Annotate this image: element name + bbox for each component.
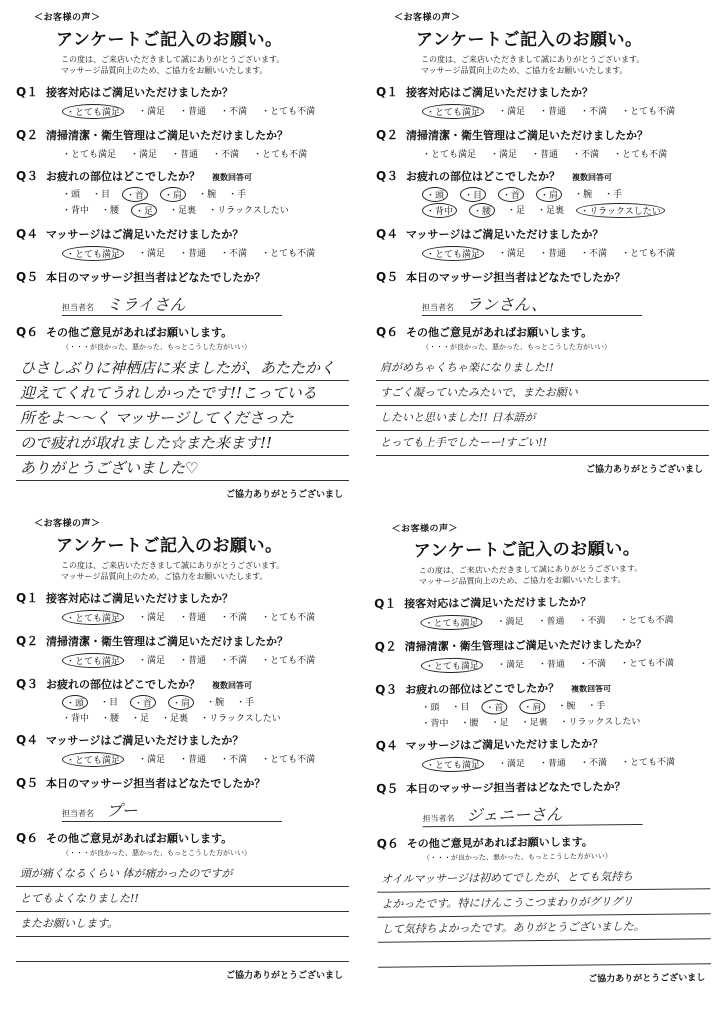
question-5: Q５ 本日のマッサージ担当者はどなたでしたか？ [16,776,266,790]
staff-name-field: 担当者名 ジェニーさん [422,802,642,827]
q3-body-parts-row2: ・背中 ・腰 ・足 ・足裏 ・リラックスしたい [422,203,709,218]
q3-body-parts-row2: ・背中 ・腰 ・足 ・足裏 ・リラックスしたい [421,716,641,730]
comment-line: とっても上手でしたーー!すごい!! [376,431,709,456]
card-title: アンケートご記入のお願い。 [416,30,643,50]
q6-subnote: （・・・が良かった、悪かった、もっとこうした方がいい） [62,343,251,351]
question-3: Q３ お疲れの部位はどこでしたか？ 複数回答可 [375,681,612,697]
question-1: Q１ 接客対応はご満足いただけましたか？ [16,85,233,99]
q4-options: ・とても満足 ・満足 ・普通 ・不満 ・とても不満 [422,754,709,772]
comment-line: 所をよ〜〜く マッサージしてくださった [16,406,349,431]
question-3: Q３ お疲れの部位はどこでしたか？ 複数回答可 [16,169,252,183]
question-2: Q２ 清掃清潔・衛生管理はご満足いただけましたか？ [376,128,648,142]
question-1: Q１ 接客対応はご満足いただけましたか？ [16,591,233,605]
q6-subnote: （・・・が良かった、悪かった、もっとこうした方がいい） [62,849,251,857]
footer-thanks: ご協力ありがとうございまし [585,465,703,475]
q1-options: ・とても満足 ・満足 ・普通 ・不満 ・とても不満 [422,104,709,119]
q3-body-parts-row2: ・背中 ・腰 ・足 ・足裏 ・リラックスしたい [62,203,349,218]
intro-text: この度は、ご来店いただきまして誠にありがとうございます。 マッサージ品質向上のため、ご協力をお願いいたします。 [421,55,645,75]
comment-area [16,862,349,962]
question-5: Q５ 本日のマッサージ担当者はどなたでしたか？ [376,270,626,284]
option-very-satisfied: ・とても満足 [62,104,124,119]
survey-card-3 [10,516,355,1016]
question-4: Q４ マッサージはご満足いただけましたか？ [16,733,244,747]
q6-subnote: （・・・が良かった、悪かった、もっとこうした方がいい） [422,852,612,863]
comment-line [378,939,711,967]
survey-card-2 [370,10,715,510]
question-4: Q４ マッサージはご満足いただけましたか？ [376,227,604,241]
comment-line: よかったです。特にけんこうこつまわりがグリグリ [377,889,710,917]
comment-line: とてもよくなりました!! [16,887,349,912]
comment-area [376,356,709,456]
header-tag: ＜お客様の声＞ [34,519,101,529]
survey-card-1 [10,10,355,510]
q3-body-parts: ・頭 ・目 ・首 ・肩 ・腕 ・手 [62,695,349,710]
comment-line: ので疲れが取れました☆また来ます!! [16,431,349,456]
q3-body-parts: ・頭 ・目 ・首 ・肩 ・腕 ・手 [62,187,349,202]
q6-subnote: （・・・が良かった、悪かった、もっとこうした方がいい） [422,343,611,351]
comment-line: 肩がめちゃくちゃ楽になりました!! [376,356,709,381]
staff-name: ミライさん [106,295,186,314]
q1-options: ・とても満足 ・満足 ・普通 ・不満 ・とても不満 [62,104,349,119]
staff-name: ランさん、 [466,295,547,314]
comment-line: すごく凝っていたみたいで、またお願い [376,381,709,406]
survey-card-4 [367,518,717,1022]
staff-name: プー [106,801,138,820]
q1-options: ・とても満足 ・満足 ・普通 ・不満 ・とても不満 [420,612,707,630]
intro-text: この度は、ご来店いただきまして誠にありがとうございます。 マッサージ品質向上のため、ご協力をお願いいたします。 [61,55,285,75]
question-2: Q２ 清掃清潔・衛生管理はご満足いただけましたか？ [374,637,647,654]
staff-name-field: 担当者名 ミライさん [62,293,282,316]
comment-line: 迎えてくれてうれしかったです!!こっている [16,381,349,406]
footer-thanks: ご協力ありがとうございまし [225,490,343,500]
q2-options: ・とても満足 ・満足 ・普通 ・不満 ・とても不満 [422,150,668,160]
question-3: Q３ お疲れの部位はどこでしたか？ 複数回答可 [16,677,252,691]
question-6: Q６ その他ご意見があればお願いします。 [376,835,593,851]
staff-name-field: 担当者名 ランさん、 [422,293,642,316]
question-2: Q２ 清掃清潔・衛生管理はご満足いただけましたか？ [16,634,288,648]
comment-area [377,864,711,967]
question-5: Q５ 本日のマッサージ担当者はどなたでしたか？ [16,270,266,284]
comment-line: ひさしぶりに神栖店に来ましたが、あたたかく [16,356,349,381]
q4-options: ・とても満足 ・満足 ・普通 ・不満 ・とても不満 [62,752,349,767]
q2-options: ・とても満足 ・満足 ・普通 ・不満 ・とても不満 [421,655,708,673]
header-tag: ＜お客様の声＞ [34,13,101,23]
footer-thanks: ご協力ありがとうございまし [588,973,706,985]
header-tag: ＜お客様の声＞ [391,523,459,535]
question-4: Q４ マッサージはご満足いただけましたか？ [16,227,244,241]
question-6: Q６ その他ご意見があればお願いします。 [376,325,593,339]
q2-options: ・とても満足 ・満足 ・普通 ・不満 ・とても不満 [62,653,349,668]
question-3: Q３ お疲れの部位はどこでしたか？ 複数回答可 [376,169,612,183]
card-title: アンケートご記入のお願い。 [56,536,283,556]
question-4: Q４ マッサージはご満足いただけましたか？ [375,737,604,753]
staff-name: ジェニーさん [466,804,563,825]
intro-text: この度は、ご来店いただきまして誠にありがとうございます。 マッサージ品質向上のため、ご協力をお願いいたします。 [418,563,643,587]
staff-name-field: 担当者名 プー [62,799,282,822]
comment-line: したいと思いました!! 日本語が [376,406,709,431]
question-6: Q６ その他ご意見があればお願いします。 [16,325,233,339]
q3-body-parts: ・頭 ・目 ・首 ・肩 ・腕 ・手 [421,697,708,715]
q3-body-parts-row2: ・背中 ・腰 ・足 ・足裏 ・リラックスしたい [62,714,281,724]
question-2: Q２ 清掃清潔・衛生管理はご満足いただけましたか？ [16,128,288,142]
comment-line: して気持ちよかったです。ありがとうございました。 [378,914,711,942]
header-tag: ＜お客様の声＞ [394,13,461,23]
comment-line: 頭が痛くなるくらい 体が痛かったのですが [16,862,349,887]
question-1: Q１ 接客対応はご満足いただけましたか？ [374,595,592,611]
question-5: Q５ 本日のマッサージ担当者はどなたでしたか？ [376,780,626,796]
card-title: アンケートご記入のお願い。 [56,30,283,50]
comment-line: ありがとうございました♡ [16,456,349,481]
intro-text: この度は、ご来店いただきまして誠にありがとうございます。 マッサージ品質向上のため、ご協力をお願いいたします。 [61,561,285,581]
comment-line [16,937,349,962]
card-title: アンケートご記入のお願い。 [413,538,641,562]
comment-line: またお願いします。 [16,912,349,937]
question-6: Q６ その他ご意見があればお願いします。 [16,831,233,845]
comment-line: オイルマッサージは初めてでしたが、とても気持ち [377,864,710,892]
comment-area [16,356,349,481]
q4-options: ・とても満足 ・満足 ・普通 ・不満 ・とても不満 [62,246,349,261]
question-1: Q１ 接客対応はご満足いただけましたか？ [376,85,593,99]
q4-options: ・とても満足 ・満足 ・普通 ・不満 ・とても不満 [422,246,709,261]
q3-body-parts: ・頭 ・目 ・首 ・肩 ・腕 ・手 [422,187,709,202]
q2-options: ・とても満足 ・満足 ・普通 ・不満 ・とても不満 [62,150,308,160]
footer-thanks: ご協力ありがとうございまし [225,971,343,981]
q1-options: ・とても満足 ・満足 ・普通 ・不満 ・とても不満 [62,610,349,625]
